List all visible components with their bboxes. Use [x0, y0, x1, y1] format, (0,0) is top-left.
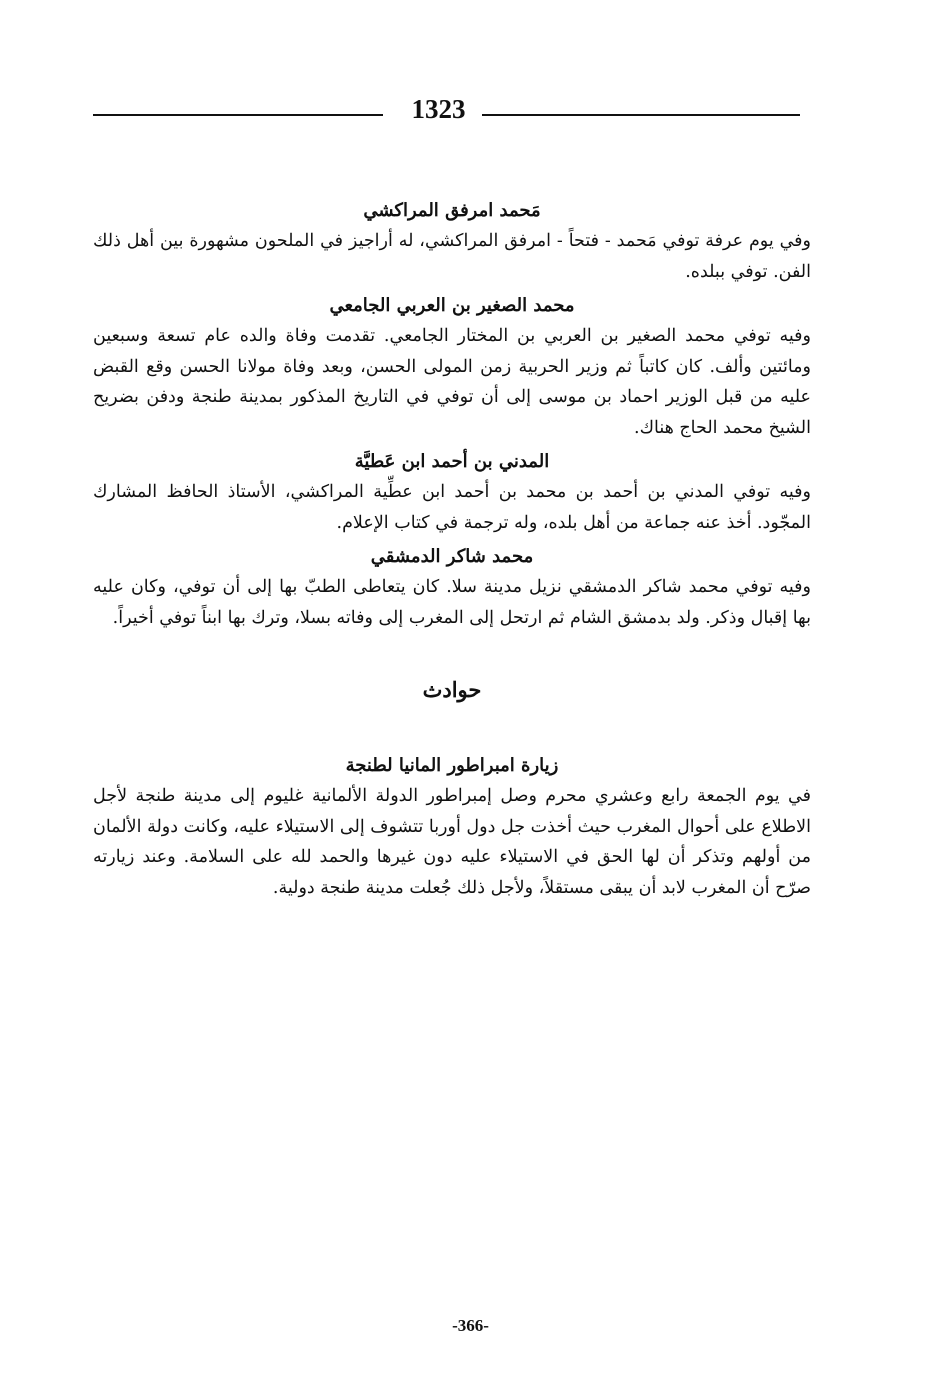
entry-text: وفيه توفي محمد شاكر الدمشقي نزيل مدينة سلا. كان يتعاطى الطبّ بها إلى أن توفي، وكان عليه بها إقبال وذكر. ولد بدمشق الشام ثم ارتحل إلى المغرب إلى وفاته بسلا، وترك بها ابناً توفي أخيراً.: [93, 577, 811, 628]
entry-title: محمد شاكر الدمشقي: [370, 546, 534, 567]
entry-text: وفيه توفي المدني بن أحمد بن محمد بن أحمد ابن عطِّية المراكشي، الأستاذ الحافظ المشارك المجّود. أخذ عنه جماعة من أهل بلده، وله ترجمة في كتاب الإعلام.: [93, 482, 811, 533]
year-header: [93, 92, 800, 132]
entry-text: وفيه توفي محمد الصغير بن العربي بن المختار الجامعي. تقدمت وفاة والده عام تسعة وسبعين ومائتين وألف. كان كاتباً ثم وزير الحربية زمن المولى الحسن، وبعد وفاة مولانا الحسن وقع القبض عليه من قبل الوزير احماد بن موسى إلى أن توفي في التاريخ المذكور بمدينة طنجة ودفن بضريح الشيخ محمد الحاج هناك.: [93, 326, 811, 438]
event-title: زيارة امبراطور المانيا لطنجة: [345, 755, 559, 776]
header-rule-left: [93, 114, 383, 116]
entry-title: المدني بن أحمد ابن عَطيَّة: [354, 451, 550, 472]
entry-text: وفي يوم عرفة توفي مَحمد - فتحاً - امرفق المراكشي، له أراجيز في الملحون مشهورة بين أهل ذلك الفن. توفي ببلده.: [93, 231, 811, 282]
entry-title: محمد الصغير بن العربي الجامعي: [329, 295, 575, 316]
events-heading: حوادث: [422, 677, 482, 702]
page-content: [93, 196, 811, 907]
year-number: 1323: [411, 94, 466, 124]
page-number: -366-: [452, 1316, 489, 1335]
entry-title: مَحمد امرفق المراكشي: [363, 200, 541, 221]
header-rule-right: [482, 114, 800, 116]
event-text: في يوم الجمعة رابع وعشري محرم وصل إمبراطور الدولة الألمانية غليوم إلى مدينة طنجة لأجل الاطلاع على أحوال المغرب حيث أخذت جل دول أوربا تتشوف إلى الاستيلاء عليه، وكانت دولة الألمان من أولهم وتذكر أن لها الحق في الاستيلاء عليه دون غيرها والحمد لله على السلامة. وعند زيارته صرّح أن المغرب لابد أن يبقى مستقلاً، ولأجل ذلك جُعلت مدينة طنجة دولية.: [93, 786, 811, 898]
